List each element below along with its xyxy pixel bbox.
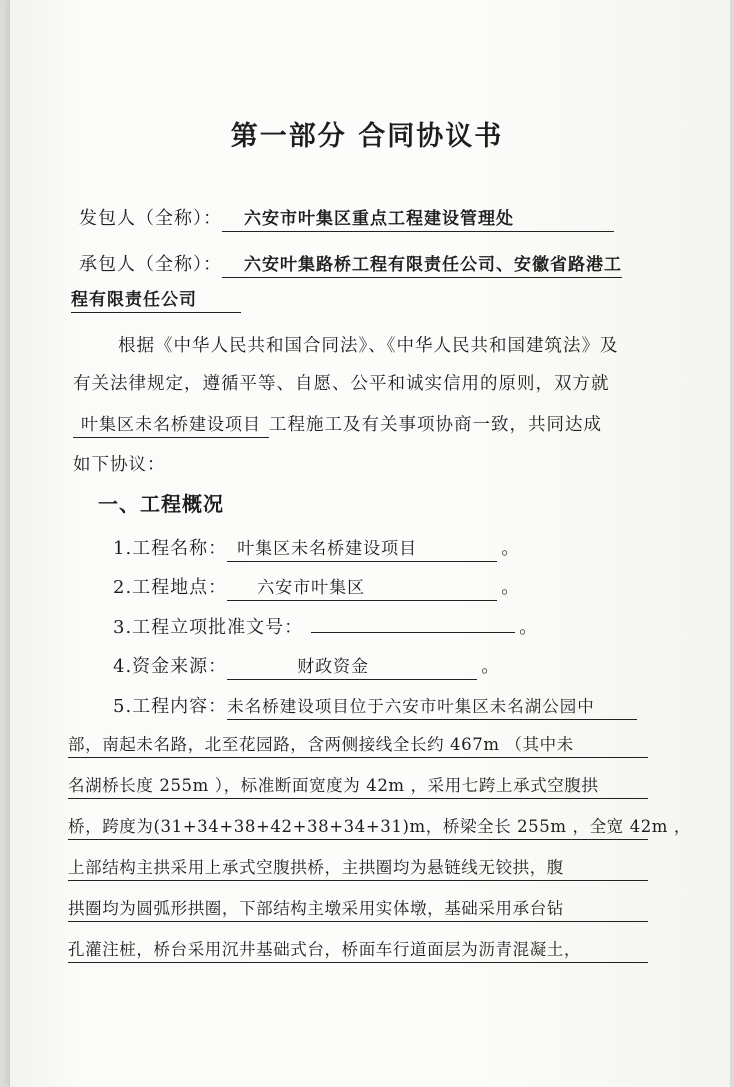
project-name-label: 1.工程名称：	[113, 538, 228, 559]
period: 。	[501, 538, 521, 559]
project-location-label: 2.工程地点：	[113, 577, 228, 598]
project-name-fill: 叶集区未名桥建设项目	[73, 414, 269, 438]
funding-source-label: 4.资金来源：	[113, 656, 228, 677]
project-location-row	[113, 573, 520, 601]
funding-source-row	[113, 652, 500, 680]
section-heading: 一、工程概况	[98, 492, 224, 516]
contractor-row	[79, 250, 622, 278]
page-title: 第一部分 合同协议书	[230, 121, 504, 152]
project-name-value: 叶集区未名桥建设项目	[227, 538, 497, 562]
preamble-line1: 根据《中华人民共和国合同法》、《中华人民共和国建筑法》及	[118, 336, 619, 356]
contractor-label: 承包人（全称）：	[79, 254, 222, 275]
period: 。	[481, 656, 501, 677]
preamble-line3	[73, 411, 602, 438]
funding-source-value: 财政资金	[227, 656, 477, 680]
preamble-line3-tail: 工程施工及有关事项协商一致，共同达成	[269, 415, 602, 435]
scope-row	[113, 692, 637, 720]
scope-line5: 上部结构主拱采用上承式空腹拱桥，主拱圈均为悬链线无铰拱，腹	[68, 856, 648, 881]
scope-label: 5.工程内容：	[113, 696, 228, 717]
scope-line3: 名湖桥长度 255m ），标准断面宽度为 42m ，采用七跨上承式空腹拱	[68, 774, 648, 799]
scope-line1: 未名桥建设项目位于六安市叶集区未名湖公园中	[227, 696, 637, 720]
employer-label: 发包人（全称）：	[79, 208, 222, 229]
employer-row	[79, 204, 614, 232]
scope-line6: 拱圈均为圆弧形拱圈，下部结构主墩采用实体墩，基础采用承台钻	[68, 897, 648, 922]
scope-line7: 孔灌注桩，桥台采用沉井基础式台，桥面车行道面层为沥青混凝土，	[68, 938, 648, 963]
contractor-row-2	[71, 289, 241, 313]
period: 。	[519, 617, 539, 638]
project-name-row	[113, 534, 520, 562]
approval-number-row	[113, 613, 538, 639]
contractor-value-line1: 六安叶集路桥工程有限责任公司、安徽省路港工	[222, 254, 622, 278]
approval-number-value	[311, 631, 515, 633]
preamble-line2: 有关法律规定，遵循平等、自愿、公平和诚实信用的原则，双方就	[73, 374, 610, 394]
preamble-line4: 如下协议：	[73, 455, 166, 475]
contractor-value-line2: 程有限责任公司	[71, 289, 241, 313]
employer-value: 六安市叶集区重点工程建设管理处	[222, 208, 614, 232]
project-location-value: 六安市叶集区	[227, 577, 497, 601]
period: 。	[501, 577, 521, 598]
approval-number-label: 3.工程立项批准文号：	[113, 617, 304, 638]
scope-line4: 桥，跨度为(31+34+38+42+38+34+31)m，桥梁全长 255m ，全宽 42m ，	[68, 815, 648, 840]
scope-line2: 部，南起未名路，北至花园路，含两侧接线全长约 467m （其中未	[68, 733, 648, 758]
